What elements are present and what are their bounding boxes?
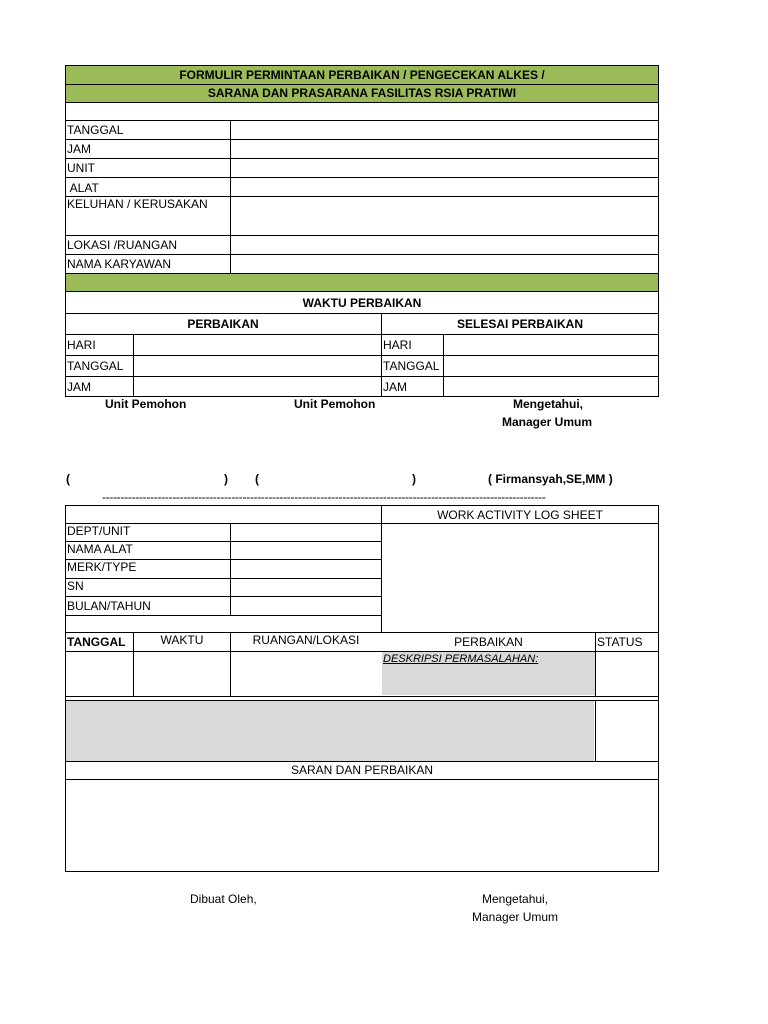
col-tanggal: TANGGAL — [67, 635, 126, 649]
dibuat-oleh-label: Dibuat Oleh, — [190, 892, 257, 906]
log-input-bulan-tahun[interactable] — [231, 597, 380, 615]
selesai-tanggal-input[interactable] — [444, 356, 658, 376]
perbaikan-tanggal-label: TANGGAL — [67, 359, 124, 373]
log-input-nama-alat[interactable] — [231, 542, 380, 559]
field-label-alat: ALAT — [67, 181, 99, 195]
field-label-unit: UNIT — [67, 161, 95, 175]
deskripsi-label: DESKRIPSI PERMASALAHAN: — [383, 653, 539, 665]
field-input-lokasi[interactable] — [231, 236, 658, 254]
form-title-line2: SARANA DAN PRASARANA FASILITAS RSIA PRATIWI — [207, 86, 517, 100]
field-label-keluhan: KELUHAN / KERUSAKAN — [67, 197, 208, 211]
field-input-unit[interactable] — [231, 159, 658, 177]
unit-pemohon-label-2: Unit Pemohon — [294, 397, 376, 411]
log-label-nama-alat: NAMA ALAT — [67, 542, 133, 556]
perbaikan-jam-input[interactable] — [134, 377, 380, 396]
col-status: STATUS — [597, 635, 643, 649]
paren-open-2: ( — [255, 472, 259, 486]
work-log-title: WORK ACTIVITY LOG SHEET — [437, 508, 603, 522]
cut-line: ------------------------------------------------------------------------------------------------------------------------ — [102, 490, 546, 504]
log-input-sn[interactable] — [231, 579, 380, 596]
perbaikan-jam-label: JAM — [67, 380, 91, 394]
field-label-lokasi: LOKASI /RUANGAN — [67, 238, 178, 252]
field-input-tanggal[interactable] — [231, 121, 658, 139]
selesai-hari-label: HARI — [383, 338, 412, 352]
manager-umum-label: Manager Umum — [502, 415, 593, 429]
col-perbaikan: PERBAIKAN — [454, 635, 523, 649]
paren-close-1: ) — [224, 472, 228, 486]
selesai-hari-input[interactable] — [444, 335, 658, 355]
selesai-jam-label: JAM — [383, 380, 407, 394]
unit-pemohon-label-1: Unit Pemohon — [105, 397, 187, 411]
log-label-bulan-tahun: BULAN/TAHUN — [67, 599, 151, 613]
perbaikan-tanggal-input[interactable] — [134, 356, 380, 376]
field-label-nama-karyawan: NAMA KARYAWAN — [67, 257, 172, 271]
mengetahui-label: Mengetahui, — [513, 397, 584, 411]
log-input-merk-type[interactable] — [231, 560, 380, 578]
selesai-tanggal-label: TANGGAL — [383, 359, 440, 373]
field-label-tanggal: TANGGAL — [67, 123, 124, 137]
paren-close-2: ) — [412, 472, 416, 486]
entry-ruangan-cell[interactable] — [231, 652, 381, 695]
log-label-dept-unit: DEPT/UNIT — [67, 524, 131, 538]
perbaikan-hari-input[interactable] — [134, 335, 380, 355]
col-waktu: WAKTU — [160, 633, 204, 647]
manager-name: ( Firmansyah,SE,MM ) — [488, 472, 613, 486]
log-label-sn: SN — [67, 579, 84, 593]
description-band[interactable] — [66, 701, 594, 761]
green-separator-band — [66, 274, 658, 291]
footer-mengetahui-label: Mengetahui, — [482, 892, 549, 906]
saran-heading: SARAN DAN PERBAIKAN — [290, 763, 434, 777]
waktu-perbaikan-heading: WAKTU PERBAIKAN — [302, 296, 422, 310]
field-input-keluhan[interactable] — [231, 197, 658, 235]
paren-open-1: ( — [66, 472, 70, 486]
selesai-jam-input[interactable] — [444, 377, 658, 396]
saran-input[interactable] — [66, 780, 658, 871]
footer-manager-umum-label: Manager Umum — [472, 910, 559, 924]
description-status-cell[interactable] — [596, 701, 658, 761]
entry-status-cell[interactable] — [596, 652, 658, 695]
entry-waktu-cell[interactable] — [134, 652, 230, 695]
col-ruangan-lokasi: RUANGAN/LOKASI — [252, 633, 360, 647]
log-input-dept-unit[interactable] — [231, 524, 380, 541]
perbaikan-hari-label: HARI — [67, 338, 96, 352]
form-title-line1: FORMULIR PERMINTAAN PERBAIKAN / PENGECEKAN ALKES / — [179, 68, 545, 82]
field-label-jam: JAM — [67, 142, 91, 156]
selesai-perbaikan-heading: SELESAI PERBAIKAN — [456, 317, 584, 331]
field-input-alat[interactable] — [231, 178, 658, 196]
field-input-nama-karyawan[interactable] — [231, 255, 658, 273]
field-input-jam[interactable] — [231, 140, 658, 158]
perbaikan-heading: PERBAIKAN — [187, 317, 259, 331]
log-label-merk-type: MERK/TYPE — [67, 560, 137, 574]
entry-tanggal-cell[interactable] — [66, 652, 133, 695]
